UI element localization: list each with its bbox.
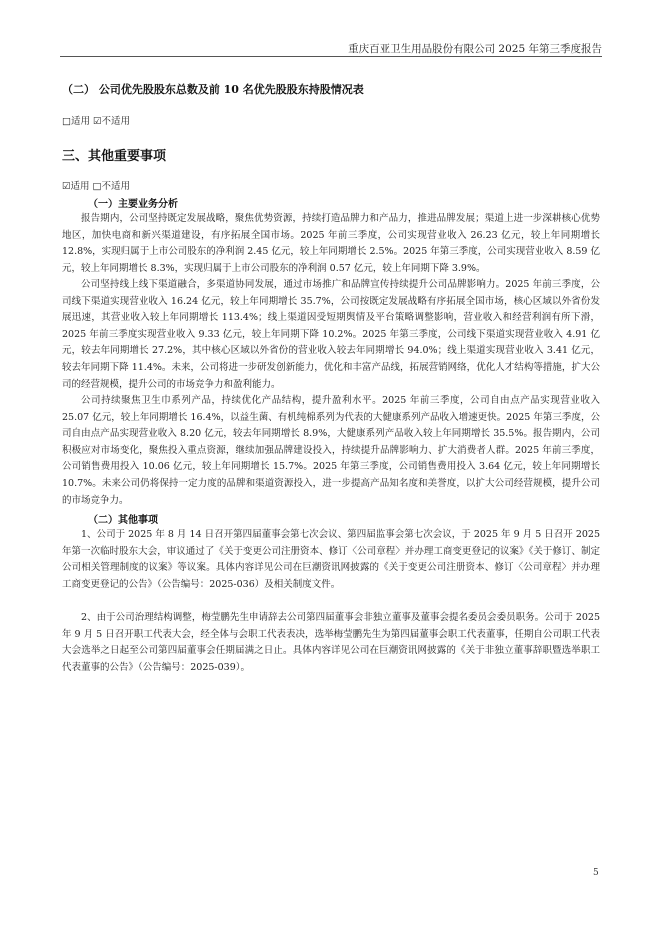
other-important-matters-title: 三、其他重要事项 <box>62 149 167 164</box>
page-number: 5 <box>593 868 599 878</box>
business-analysis-paragraph-2: 公司坚持线上线下渠道融合，多渠道协同发展，通过市场推广和品牌宣传持续提升公司品牌影响力。2025 年前三季度，公司线下渠道实现营业收入 16.24 亿元，较上年同期增长 35.7%，公司按既定发展战略有序拓展全国市场，核心区域以外省份发展迅速，其营业收入较上年同期增长 113.4%；线上渠道因受短期舆情及平台策略调整影响，营业收入和经营利润有所下滑，2025 年前三季度实现营业收入 9.33 亿元，较上年同期下降 10.2%。2025 年第三季度，公司线下渠道实现营业收入 4.91 亿元，较去年同期增长 27.2%，其中核心区域以外省份的营业收入较去年同期增长 94.0%；线上渠道实现营业收入 3.41 亿元，较去年同期下降 11.4%。未来，公司将进一步研发创新能力，优化和丰富产品线，拓展营销网络，优化人才结构等措施，扩大公司的经营规模，提升公司的市场竞争力和盈利能力。 <box>62 279 600 390</box>
other-matters-paragraph-1: 1、公司于 2025 年 8 月 14 日召开第四届董事会第七次会议、第四届监事会第七次会议，于 2025 年 9 月 5 日召开 2025 年第一次临时股东大会，审议通过了《关于变更公司注册资本、修订〈公司章程〉并办理工商变更登记的议案》《关于修订、制定公司相关管理制度的议案》等议案。具体内容详见公司在巨潮资讯网披露的《关于变更公司注册资本、修订〈公司章程〉并办理工商变更登记的公告》（公告编号：2025-036）及相关制度文件。 <box>62 529 600 590</box>
business-analysis-paragraph-1: 报告期内，公司坚持既定发展战略，聚焦优势资源，持续打造品牌力和产品力，推进品牌发展；渠道上进一步深耕核心优势地区，加快电商和新兴渠道建设，有序拓展全国市场。2025 年前三季度，公司实现营业收入 26.23 亿元，较上年同期增长 12.8%，实现归属于上市公司股东的净利润 2.45 亿元，较上年同期增长 2.5%。2025 年第三季度，公司实现营业收入 8.59 亿元，较上年同期增长 8.3%，实现归属于上市公司股东的净利润 0.57 亿元，较上年同期下降 3.9%。 <box>62 213 600 274</box>
header-divider <box>60 56 602 57</box>
report-header-title: 重庆百亚卫生用品股份有限公司 2025 年第三季度报告 <box>348 43 602 55</box>
business-analysis-heading: （一）主要业务分析 <box>88 199 178 210</box>
business-analysis-paragraph-3: 公司持续聚焦卫生巾系列产品，持续优化产品结构，提升盈利水平。2025 年前三季度，公司自由点产品实现营业收入 25.07 亿元，较上年同期增长 16.4%，以益生菌、有机纯棉系列为代表的大健康系列产品收入增速更快。2025 年第三季度，公司自由点产品实现营业收入 8.20 亿元，较去年同期增长 8.9%，大健康系列产品收入较上年同期增长 35.5%。报告期内，公司积极应对市场变化，聚焦投入重点资源，继续加强品牌建设投入，持续提升品牌影响力、扩大消费者人群。2025 年前三季度，公司销售费用投入 10.06 亿元，较上年同期增长 15.7%。2025 年第三季度，公司销售费用投入 3.64 亿元，较上年同期增长 10.7%。未来公司仍将保持一定力度的品牌和渠道资源投入，进一步提高产品知名度和美誉度，以扩大公司经营规模，提升公司的市场竞争力。 <box>62 395 600 506</box>
preferred-shareholders-applicability: □适用 ☑不适用 <box>62 116 131 127</box>
preferred-shareholders-title: （二） 公司优先股股东总数及前 10 名优先股股东持股情况表 <box>62 83 364 96</box>
other-matters-heading: （二）其他事项 <box>88 515 158 526</box>
other-matters-applicability: ☑适用 □不适用 <box>62 181 131 192</box>
other-matters-paragraph-2: 2、由于公司治理结构调整，梅莹鹏先生申请辞去公司第四届董事会非独立董事及董事会提名委员会委员职务。公司于 2025 年 9 月 5 日召开职工代表大会，经全体与会职工代表表决，选举梅莹鹏先生为第四届董事会职工代表董事，任期自公司职工代表大会选举之日起至公司第四届董事会任期届满之日止。具体内容详见公司在巨潮资讯网披露的《关于非独立董事辞职暨选举职工代表董事的公告》（公告编号：2025-039）。 <box>62 612 600 673</box>
